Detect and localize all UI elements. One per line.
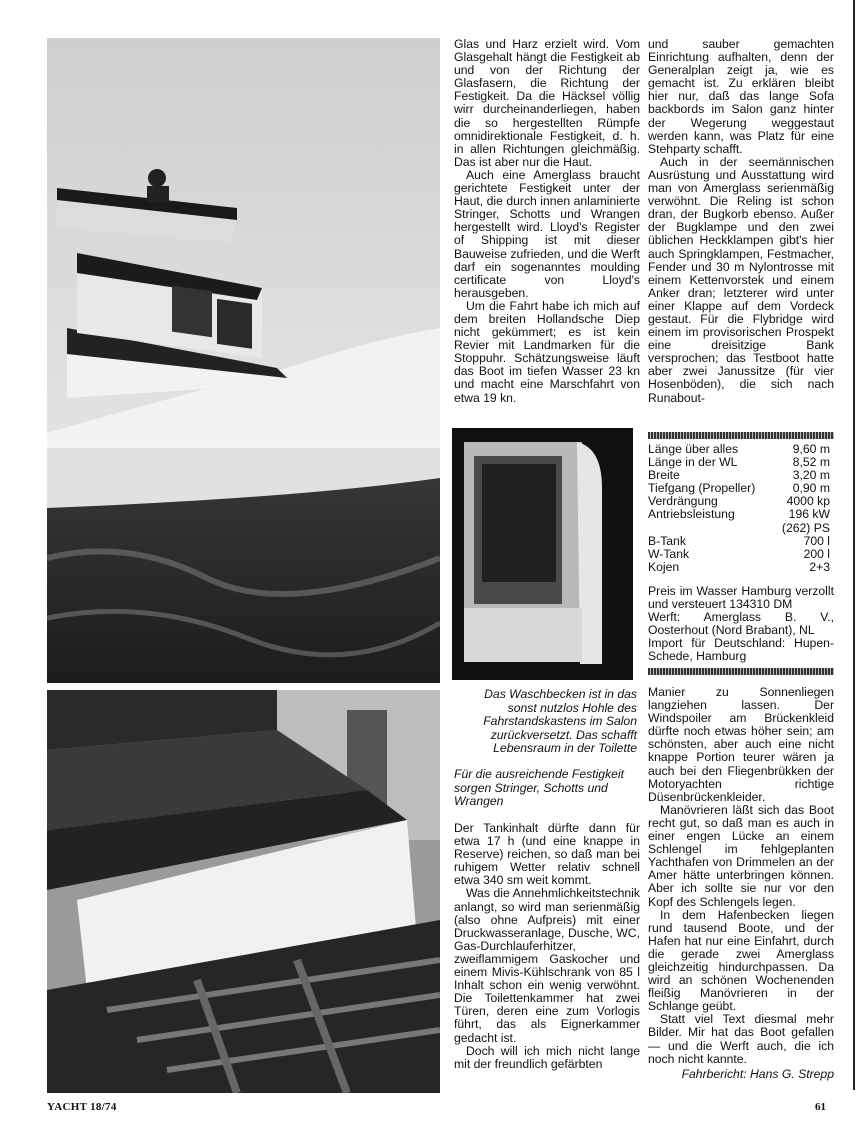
paragraph: Manier zu Sonnenliegen langziehen lassen. Der Windspoiler am Brückenkleid dürfte noch etwas höher sein; am schönsten, aber auch eine nicht knappe Portion teurer wären ja auch bei den Fliegenbrükken der Motoryachten richtige Düsenbrückenkleider. (648, 685, 834, 804)
spec-row: (262) PS (781, 520, 830, 535)
paragraph: Glas und Harz erzielt wird. Vom Glasgehalt hängt die Festigkeit ab und von der Richtung der Glasfasern, die Richtung der Festigkeit. Da die Häcksel völlig wirr durcheinanderliegen, haben die so hergestellten Rümpfe omnidirektionale Festigkeit, d. h. in allen Richtungen gleichmäßig. Das ist aber nur die Haut. (454, 37, 640, 169)
caption-hull: Für die ausreichende Festigkeit sorgen Stringer, Schotts und Wrangen (454, 767, 625, 808)
spec-row: B-Tank 700 l (648, 533, 830, 548)
photo-hull (47, 690, 440, 1093)
spec-row: Antriebsleistung 196 kW (648, 507, 830, 522)
page-edge-line (853, 0, 855, 1090)
spec-row: Länge in der WL 8,52 m (648, 455, 830, 470)
spec-row: Breite 3,20 m (648, 468, 830, 483)
caption-sink: Das Waschbecken ist in das sonst nutzlos Hohle des Fahrstandskastens im Salon zurückversetzt. Das schafft Lebensraum in der Toilette (483, 687, 637, 755)
footer-magazine: YACHT 18/74 (47, 1101, 117, 1113)
specs-info (648, 585, 834, 664)
specs-rule-top (648, 432, 834, 439)
sink-photo-graphic (452, 428, 633, 680)
article-column-3-bottom (648, 686, 834, 1081)
paragraph: und sauber gemachten Einrichtung aufhalten, denn der Generalplan zeigt ja, wie es gemacht ist. Zu erklären bleibt hier nur, daß das lange Sofa backbords im Salon ganz hinter der Wegerung weggestaut werden kann, was Platz für eine Stehparty schafft. (648, 37, 834, 156)
spec-row: Verdrängung 4000 kp (648, 494, 830, 509)
article-column-2-bottom (454, 822, 640, 1071)
paragraph: Was die Annehmlichkeitstechnik anlangt, so wird man serienmäßig (also ohne Aufpreis) mit einer Druckwasseranlage, Dusche, WC, Gas-Durchlauferhitzer, zweiflammigem Gaskocher und einem Mivis-Kühlschrank von 85 l Inhalt schon ein wenig verwöhnt. Die Toilettenkammer hat zwei Türen, deren eine zum Vorlogis führt, das als Eignerkammer gedacht ist. (454, 886, 640, 1045)
spec-row: W-Tank 200 l (648, 546, 830, 561)
shipyard-info: Werft: Amerglass B. V., Oosterhout (Nord Brabant), NL (648, 610, 834, 638)
spec-row: Kojen 2+3 (648, 559, 830, 574)
hull-photo-graphic (47, 690, 440, 1093)
paragraph: Manövrieren läßt sich das Boot recht gut, so daß man es auch in einer engen Lücke an einem Schlengel im fehlgeplanten Yachthafen von Drimmelen an der Amer hätte unterbringen können. Aber ich sollte sie nur vor den Kopf des Schlengels legen. (648, 802, 834, 909)
footer-page-number: 61 (815, 1101, 826, 1113)
price-info: Preis im Wasser Hamburg verzollt und versteuert 134310 DM (648, 583, 834, 612)
paragraph: Der Tankinhalt dürfte dann für etwa 17 h (und eine knappe in Reserve) reichen, so daß man bei ruhigem Wetter relativ schnell etwa 340 sm weit kommt. (454, 821, 640, 888)
specs-rule-bottom (648, 668, 834, 675)
byline: Fahrbericht: Hans G. Strepp (681, 1066, 834, 1081)
article-column-3-top (648, 38, 834, 405)
paragraph: Auch eine Amerglass braucht gerichtete Festigkeit unter der Haut, die durch innen anlaminierte Stringer, Schotts und Wrangen hergestellt wird. Lloyd's Register of Shipping ist mit dieser Bauweise zufrieden, und die Werft darf ein sogenanntes moulding certificate von Lloyd's herausgeben. (454, 167, 640, 300)
boat-photo-graphic (47, 38, 440, 683)
paragraph: Um die Fahrt habe ich mich auf dem breiten Hollandsche Diep nicht gekümmert; es ist kein Revier mit Landmarken für die Stoppuhr. Schätzungsweise läuft das Boot im tiefen Wasser 23 kn und macht eine Marschfahrt von etwa 19 kn. (454, 298, 640, 405)
spec-row: Länge über alles 9,60 m (648, 442, 830, 456)
paragraph: Statt viel Text diesmal mehr Bilder. Mir hat das Boot gefallen — und die Werft auch, die ich noch nicht kannte. (648, 1012, 834, 1066)
article-column-2-top (454, 38, 640, 405)
specs-box (648, 432, 834, 675)
paragraph: Auch in der seemännischen Ausrüstung und Ausstattung wird man von Amerglass serienmäßig verwöhnt. Die Reling ist schon dran, der Bugkorb ebenso. Außer der Bugklampe und den zwei üblichen Heckklampen gibt's hier auch Springklampen, Festmacher, Fender und 30 m Nylontrosse mit einem Kettenvorstek und einem Anker dran; letzterer wird unter einer Klappe auf dem Vordeck gestaut. Für die Flybridge wird einem im provisorischen Prospekt eine dreisitzige Bank versprochen; das Testboot hatte aber zwei Janussitze (für vier Hosenböden), die sich nach Runabout- (648, 154, 834, 405)
import-info: Import für Deutschland: Hupen-Schede, Hamburg (648, 636, 834, 664)
paragraph: In dem Hafenbecken liegen rund tausend Boote, und der Hafen hat nur eine Einfahrt, durch die gerade zwei Amerglass gleichzeitig hindurchpassen. Da wird an schönen Wochenenden fleißig Manövrieren in der Schlange geübt. (648, 907, 834, 1014)
spec-row: Tiefgang (Propeller) 0,90 m (648, 481, 830, 496)
photo-boat (47, 38, 440, 683)
paragraph: Doch will ich mich nicht lange mit der freundlich gefärbten (454, 1043, 640, 1071)
photo-sink (452, 428, 633, 680)
